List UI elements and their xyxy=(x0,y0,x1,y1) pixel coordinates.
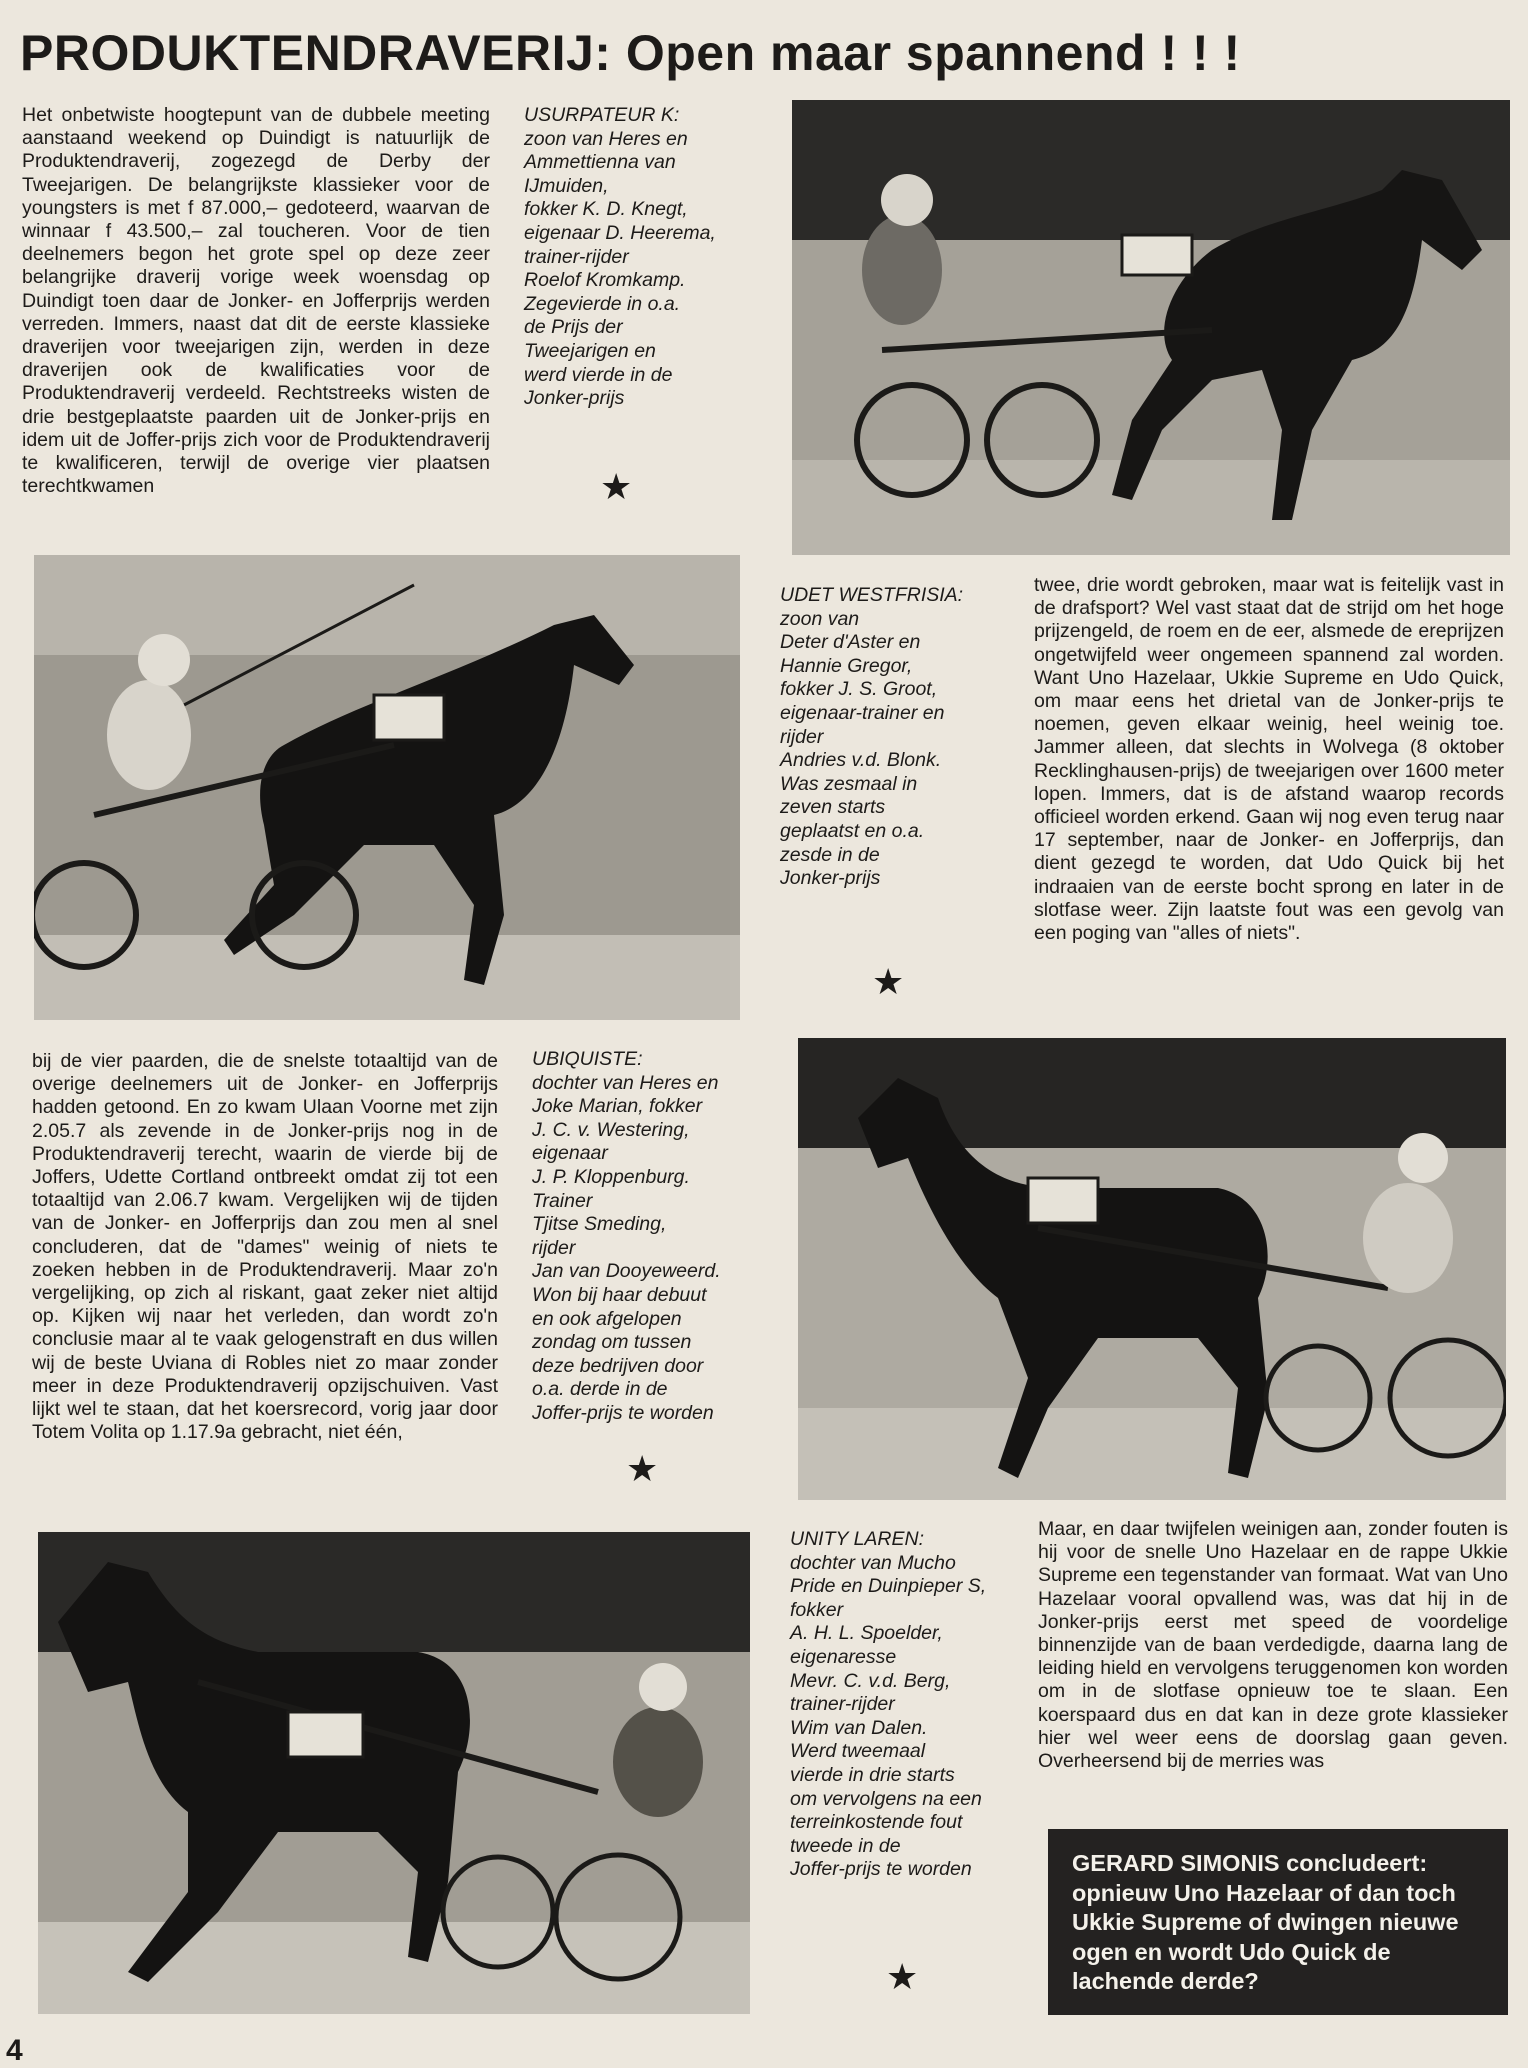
caption-line: eigenaar D. Heerema, xyxy=(524,221,716,244)
caption-line: vierde in drie starts xyxy=(790,1763,955,1786)
caption-title: UDET WESTFRISIA: xyxy=(780,584,964,606)
caption-line: Joffer-prijs te worden xyxy=(790,1858,972,1881)
photo-unity-laren xyxy=(38,1532,750,2014)
page-number: 4 xyxy=(6,2034,23,2067)
caption-line: zoon van xyxy=(780,607,860,630)
caption-line: Jonker-prijs xyxy=(524,387,625,410)
caption-line: Andries v.d. Blonk. xyxy=(780,749,942,772)
caption-line: Wim van Dalen. xyxy=(790,1716,928,1739)
caption-line: trainer-rijder xyxy=(790,1693,895,1716)
caption-line: Mevr. C. v.d. Berg, xyxy=(790,1669,951,1692)
caption-line: Jonker-prijs xyxy=(780,867,881,890)
caption-ubiquiste xyxy=(532,1048,777,1426)
caption-line: dochter van Heres en xyxy=(532,1071,719,1094)
photo-usurpateur-k xyxy=(792,100,1510,555)
right-column-lower: Maar, en daar twijfelen weinigen aan, zonder fouten is hij voor de snelle Uno Hazelaar en de rappe Ukkie Supreme een tegenstander van formaat. Wat van Uno Hazelaar vooral opvallend was, was dat hij in de Jonker-prijs eerst met speed de voordelige binnenzijde van de baan verdedigde, daarna lang de leiding hield en vervolgens teruggenomen kon worden om in de slotfase opnieuw toe te slaan. Een koerspaard dus en dat kan in deze grote klassieker hier wel weer eens de doorslag gaan geven. Overheersend bij de merries was xyxy=(1038,1518,1508,1773)
caption-line: Deter d'Aster en xyxy=(780,631,921,654)
headline: PRODUKTENDRAVERIJ: Open maar spannend ! ! ! xyxy=(20,25,1241,81)
caption-line: A. H. L. Spoelder, xyxy=(790,1622,943,1645)
caption-line: en ook afgelopen xyxy=(532,1307,682,1330)
sulky-horse-illustration xyxy=(798,1038,1506,1500)
conclusion-text: concludeert: opnieuw Uno Hazelaar of dan toch Ukkie Supreme of dwingen nieuwe ogen en wordt Udo Quick de lachende derde? xyxy=(1072,1850,1459,1994)
caption-line: Trainer xyxy=(532,1189,593,1212)
caption-line: tweede in de xyxy=(790,1834,901,1857)
caption-line: eigenaar xyxy=(532,1142,608,1165)
sulky-horse-illustration xyxy=(792,100,1510,555)
caption-line: deze bedrijven door xyxy=(532,1354,704,1377)
caption-line: eigenaresse xyxy=(790,1645,897,1668)
photo-udet-westfrisia xyxy=(34,555,740,1020)
caption-line: zondag om tussen xyxy=(532,1331,692,1354)
caption-line: Won bij haar debuut xyxy=(532,1283,707,1306)
caption-line: terreinkostende fout xyxy=(790,1811,963,1834)
caption-line: fokker K. D. Knegt, xyxy=(524,198,688,221)
sulky-horse-illustration xyxy=(34,555,740,1020)
caption-line: zeven starts xyxy=(780,796,886,819)
caption-title: UBIQUISTE: xyxy=(532,1048,643,1070)
caption-line: Pride en Duinpieper S, xyxy=(790,1575,987,1598)
intro-column: Het onbetwiste hoogtepunt van de dubbele meeting aanstaand weekend op Duindigt is natuurlijk de Produktendraverij, zogezegd de Derby der Tweejarigen. De belangrijkste klassieker voor de youngsters is met f 87.000,– gedoteerd, waarvan de winnaar f 43.500,– zal toucheren. Voor de tien deelnemers begon het grote spel op deze zeer belangrijke draverij vorige week woensdag op Duindigt toen daar de Jonker- en Jofferprijs werden verreden. Immers, naast dat dit de eerste klassieke draverijen voor tweejarigen zijn, werden in deze draverijen ook de kwalificaties voor de Produktendraverij verdeeld. Rechtstreeks wisten de drie bestgeplaatste paarden uit de Jonker-prijs en idem uit de Joffer-prijs zich voor de Produktendraverij te kwalificeren, terwijl de overige vier plaatsen terechtkwamen xyxy=(22,104,490,498)
caption-line: J. C. v. Westering, xyxy=(532,1118,690,1141)
caption-line: eigenaar-trainer en xyxy=(780,701,945,724)
middle-left-column: bij de vier paarden, die de snelste totaaltijd van de overige deelnemers uit de Jonker- en Jofferprijs hadden getoond. En zo kwam Ulaan Voorne met zijn 2.05.7 als zevende in de Jonker-prijs nog in de Produktendraverij terecht, waarin de vierde bij de Joffers, Udette Cortland ontbreekt omdat zij tot een totaaltijd van 2.06.7 kwam. Vergelijken wij de tijden van de Jonker- en Jofferprijs dan zou men al snel concluderen, dat de "dames" weinig of niets te zoeken hebben in de Produktendraverij. Maar zo'n vergelijking, op zich al riskant, gaat zeker niet altijd op. Kijken wij naar het verleden, dan wordt zo'n conclusie maar al te vaak gelogenstraft en dus willen wij de beste Uviana di Robles niet zo maar zonder meer in deze Produktendraverij opzijschuiven. Vast lijkt wel te staan, dat het koersrecord, vorig jaar door Totem Volita op 1.17.9a gebracht, niet één, xyxy=(32,1050,498,1444)
caption-udet-westfrisia xyxy=(780,584,1020,891)
caption-line: J. P. Kloppenburg. xyxy=(532,1165,690,1188)
caption-line: Joffer-prijs te worden xyxy=(532,1401,714,1424)
caption-line: dochter van Mucho xyxy=(790,1551,956,1574)
caption-usurpateur-k xyxy=(524,104,764,411)
caption-line: zoon van Heres en xyxy=(524,127,688,150)
caption-line: IJmuiden, xyxy=(524,174,609,197)
caption-title: UNITY LAREN: xyxy=(790,1528,925,1550)
caption-line: om vervolgens na een xyxy=(790,1787,982,1810)
star-icon: ★ xyxy=(600,467,633,508)
caption-line: Hannie Gregor, xyxy=(780,654,913,677)
caption-line: werd vierde in de xyxy=(524,363,673,386)
caption-line: Roelof Kromkamp. xyxy=(524,269,686,292)
photo-ubiquiste xyxy=(798,1038,1506,1500)
caption-line: rijder xyxy=(780,725,824,748)
caption-unity-laren xyxy=(790,1528,1035,1882)
caption-line: fokker J. S. Groot, xyxy=(780,678,938,701)
caption-line: Tjitse Smeding, xyxy=(532,1213,667,1236)
caption-line: rijder xyxy=(532,1236,576,1259)
caption-line: geplaatst en o.a. xyxy=(780,819,925,842)
caption-line: zesde in de xyxy=(780,843,880,866)
caption-line: Werd tweemaal xyxy=(790,1740,926,1763)
caption-line: Jan van Dooyeweerd. xyxy=(532,1260,721,1283)
conclusion-author: GERARD SIMONIS xyxy=(1072,1850,1280,1876)
caption-line: o.a. derde in de xyxy=(532,1378,668,1401)
caption-line: trainer-rijder xyxy=(524,245,629,268)
sulky-horse-illustration xyxy=(38,1532,750,2014)
right-column-upper: twee, drie wordt gebroken, maar wat is feitelijk vast in de drafsport? Wel vast staat dat de strijd om het hoge prijzengeld, de roem en de eer, alsmede de ereprijzen ongetwijfeld weer ongemeen spannend zal worden. Want Uno Hazelaar, Ukkie Supreme en Udo Quick, om maar eens het drietal van de Jonker-prijs te noemen, geven elkaar weinig, heel weinig toe. Jammer alleen, dat slechts in Wolvega (8 oktober Recklinghausen-prijs) de tweejarigen over 1600 meter lopen. Immers, dat is de afstand waarop records officieel worden erkend. Gaan wij nog even terug naar 17 september, naar de Jonker- en Jofferprijs, dan dient gezegd te worden, dat Udo Quick bij het indraaien van de eerste bocht sprong en later in de slotfase weer. Zijn laatste fout was een gevolg van een poging van "alles of niets". xyxy=(1034,574,1504,945)
caption-line: Joke Marian, fokker xyxy=(532,1095,703,1118)
conclusion-box xyxy=(1048,1829,1508,2015)
caption-line: Tweejarigen en xyxy=(524,339,656,362)
caption-line: fokker xyxy=(790,1598,844,1621)
caption-line: Zegevierde in o.a. xyxy=(524,292,681,315)
star-icon: ★ xyxy=(626,1449,659,1490)
caption-line: Ammettienna van xyxy=(524,151,676,174)
star-icon: ★ xyxy=(886,1957,919,1998)
caption-line: Was zesmaal in xyxy=(780,772,918,795)
star-icon: ★ xyxy=(872,962,905,1003)
caption-title: USURPATEUR K: xyxy=(524,104,680,126)
caption-line: de Prijs der xyxy=(524,316,623,339)
